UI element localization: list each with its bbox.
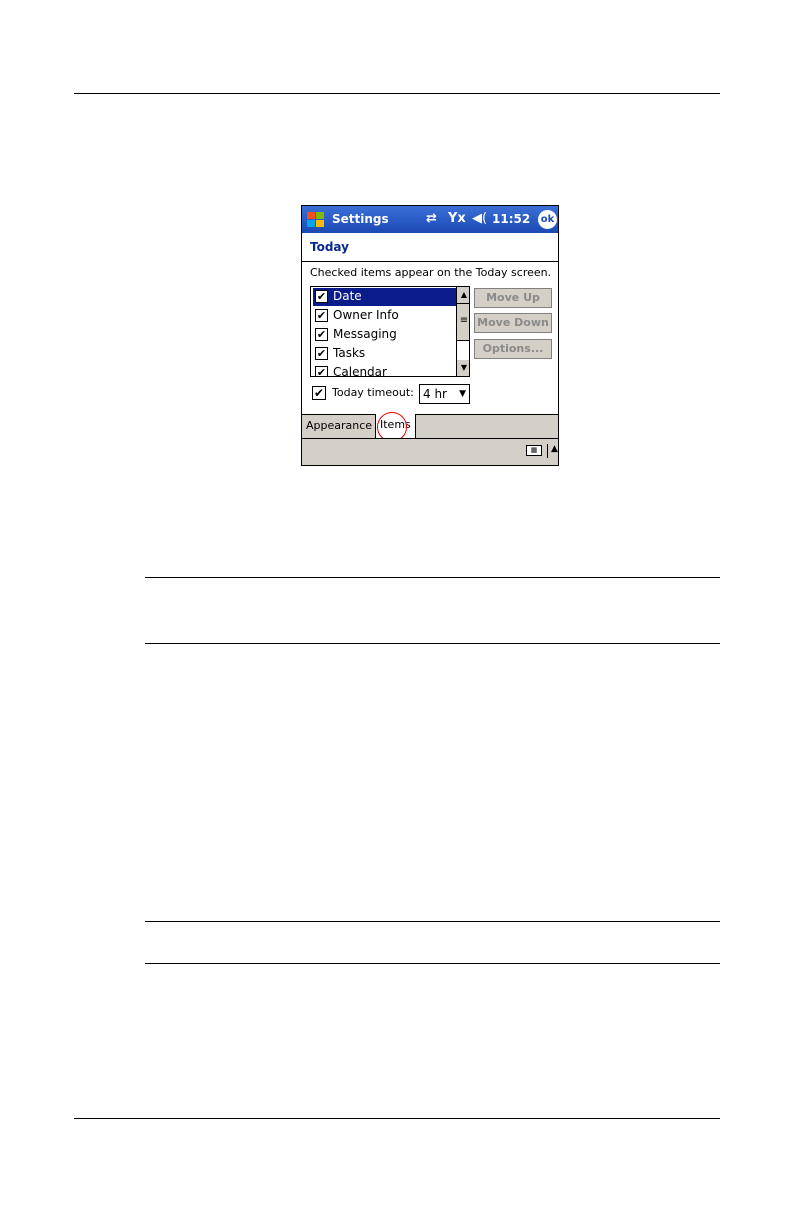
page-title: Today: [310, 240, 349, 254]
tab-items[interactable]: Items: [376, 414, 416, 438]
options-button[interactable]: Options...: [474, 339, 552, 359]
checkbox-date[interactable]: ✔: [316, 290, 327, 303]
keyboard-icon[interactable]: ▦: [526, 445, 542, 456]
menu-bar: [302, 438, 558, 466]
checkbox-messaging[interactable]: ✔: [316, 328, 327, 341]
list-item-tasks[interactable]: [313, 345, 457, 363]
note-top-rule: [145, 577, 720, 578]
note-bottom-rule: [145, 643, 720, 644]
windows-start-icon[interactable]: [305, 210, 327, 230]
footer-rule: [74, 1118, 720, 1119]
list-item-label: Tasks: [333, 346, 366, 360]
title-bar: [302, 206, 558, 233]
list-item-messaging[interactable]: [313, 326, 457, 344]
move-up-button[interactable]: Move Up: [474, 288, 552, 308]
checkbox-owner-info[interactable]: ✔: [316, 309, 327, 322]
sync-icon[interactable]: ⇄: [426, 211, 437, 226]
checkbox-tasks[interactable]: ✔: [316, 347, 327, 360]
today-timeout-checkbox[interactable]: ✔: [313, 386, 325, 400]
pocket-pc-screenshot: [301, 205, 559, 466]
today-timeout-select[interactable]: [419, 384, 470, 404]
scrollbar-thumb[interactable]: ≡: [457, 303, 470, 341]
header-rule: [74, 93, 720, 94]
list-item-date[interactable]: [313, 288, 457, 306]
tab-strip: [302, 414, 558, 439]
tab-appearance[interactable]: Appearance: [302, 415, 376, 438]
list-item-calendar[interactable]: [313, 364, 457, 377]
signal-icon[interactable]: Yx: [448, 211, 466, 226]
list-item-label: Calendar: [333, 365, 387, 377]
ok-button[interactable]: ok: [538, 210, 557, 229]
list-item-label: Owner Info: [333, 308, 399, 322]
caution-bottom-rule: [145, 963, 720, 964]
scroll-up-arrow-icon[interactable]: ▲: [457, 287, 470, 303]
today-timeout-label: Today timeout:: [332, 386, 414, 399]
scroll-down-arrow-icon[interactable]: ▼: [457, 360, 470, 376]
today-items-list[interactable]: [310, 286, 470, 377]
list-item-owner-info[interactable]: [313, 307, 457, 325]
clock[interactable]: 11:52: [492, 212, 531, 226]
dropdown-arrow-icon[interactable]: ▼: [459, 389, 466, 399]
today-timeout-value: 4 hr: [423, 387, 447, 401]
checkbox-calendar[interactable]: ✔: [316, 366, 327, 377]
list-item-label: Messaging: [333, 327, 397, 341]
instructions-text: Checked items appear on the Today screen.: [310, 266, 552, 279]
speaker-icon[interactable]: ◀(: [472, 211, 488, 226]
heading-divider: [302, 261, 558, 262]
move-down-button[interactable]: Move Down: [474, 313, 552, 333]
app-title: Settings: [332, 212, 389, 226]
caution-top-rule: [145, 921, 720, 922]
list-item-label: Date: [333, 289, 362, 303]
input-panel-arrow-icon[interactable]: ▲: [547, 444, 558, 458]
list-scrollbar[interactable]: [456, 287, 470, 376]
